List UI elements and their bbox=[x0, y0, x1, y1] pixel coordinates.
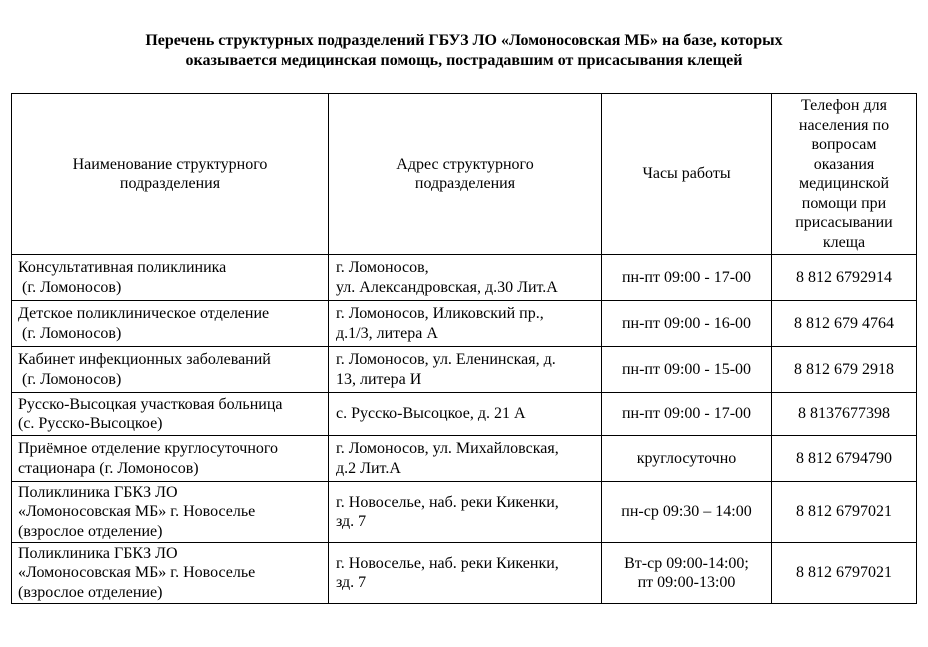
cell-phone: 8 812 6797021 bbox=[772, 543, 917, 604]
table-row bbox=[12, 301, 917, 347]
header-phone: Телефон для населения по вопросам оказания медицинской помощи при присасывании клеща bbox=[772, 94, 917, 255]
header-hours: Часы работы bbox=[602, 94, 772, 255]
cell-hours: пн-ср 09:30 – 14:00 bbox=[602, 482, 772, 543]
cell-hours: пн-пт 09:00 - 17-00 bbox=[602, 393, 772, 436]
header-name: Наименование структурного подразделения bbox=[12, 94, 329, 255]
cell-hours: пн-пт 09:00 - 16-00 bbox=[602, 301, 772, 347]
header-address: Адрес структурного подразделения bbox=[329, 94, 602, 255]
table-header-row bbox=[12, 94, 917, 255]
cell-name: Поликлиника ГБКЗ ЛО «Ломоносовская МБ» г. Новоселье (взрослое отделение) bbox=[12, 543, 329, 604]
cell-phone: 8 812 6794790 bbox=[772, 436, 917, 482]
cell-address: с. Русско-Высоцкое, д. 21 А bbox=[329, 393, 602, 436]
table-row bbox=[12, 436, 917, 482]
document-title bbox=[0, 31, 928, 71]
cell-address: г. Ломоносов, ул. Михайловская, д.2 Лит.А bbox=[329, 436, 602, 482]
title-line: оказывается медицинская помощь, пострадавшим от присасывания клещей bbox=[185, 52, 743, 69]
cell-address: г. Ломоносов, Иликовский пр., д.1/3, литера А bbox=[329, 301, 602, 347]
cell-name: Русско-Высоцкая участковая больница (с. Русско-Высоцкое) bbox=[12, 393, 329, 436]
table-row bbox=[12, 543, 917, 604]
cell-phone: 8 8137677398 bbox=[772, 393, 917, 436]
table-row bbox=[12, 255, 917, 301]
title-line: Перечень структурных подразделений ГБУЗ ЛО «Ломоносовская МБ» на базе, которых bbox=[145, 32, 783, 49]
cell-hours: пн-пт 09:00 - 15-00 bbox=[602, 347, 772, 393]
cell-hours: Вт-ср 09:00-14:00; пт 09:00-13:00 bbox=[602, 543, 772, 604]
cell-phone: 8 812 6797021 bbox=[772, 482, 917, 543]
cell-address: г. Новоселье, наб. реки Кикенки, зд. 7 bbox=[329, 543, 602, 604]
cell-name: Кабинет инфекционных заболеваний (г. Ломоносов) bbox=[12, 347, 329, 393]
cell-name: Детское поликлиническое отделение (г. Ломоносов) bbox=[12, 301, 329, 347]
cell-address: г. Ломоносов, ул. Еленинская, д. 13, литера И bbox=[329, 347, 602, 393]
cell-address: г. Ломоносов, ул. Александровская, д.30 Лит.А bbox=[329, 255, 602, 301]
table-row bbox=[12, 347, 917, 393]
cell-name: Поликлиника ГБКЗ ЛО «Ломоносовская МБ» г. Новоселье (взрослое отделение) bbox=[12, 482, 329, 543]
cell-phone: 8 812 679 4764 bbox=[772, 301, 917, 347]
cell-phone: 8 812 679 2918 bbox=[772, 347, 917, 393]
cell-phone: 8 812 6792914 bbox=[772, 255, 917, 301]
cell-name: Консультативная поликлиника (г. Ломоносов) bbox=[12, 255, 329, 301]
cell-hours: пн-пт 09:00 - 17-00 bbox=[602, 255, 772, 301]
cell-address: г. Новоселье, наб. реки Кикенки, зд. 7 bbox=[329, 482, 602, 543]
departments-table bbox=[11, 93, 917, 604]
cell-name: Приёмное отделение круглосуточного стационара (г. Ломоносов) bbox=[12, 436, 329, 482]
cell-hours: круглосуточно bbox=[602, 436, 772, 482]
table-row bbox=[12, 482, 917, 543]
table-row bbox=[12, 393, 917, 436]
